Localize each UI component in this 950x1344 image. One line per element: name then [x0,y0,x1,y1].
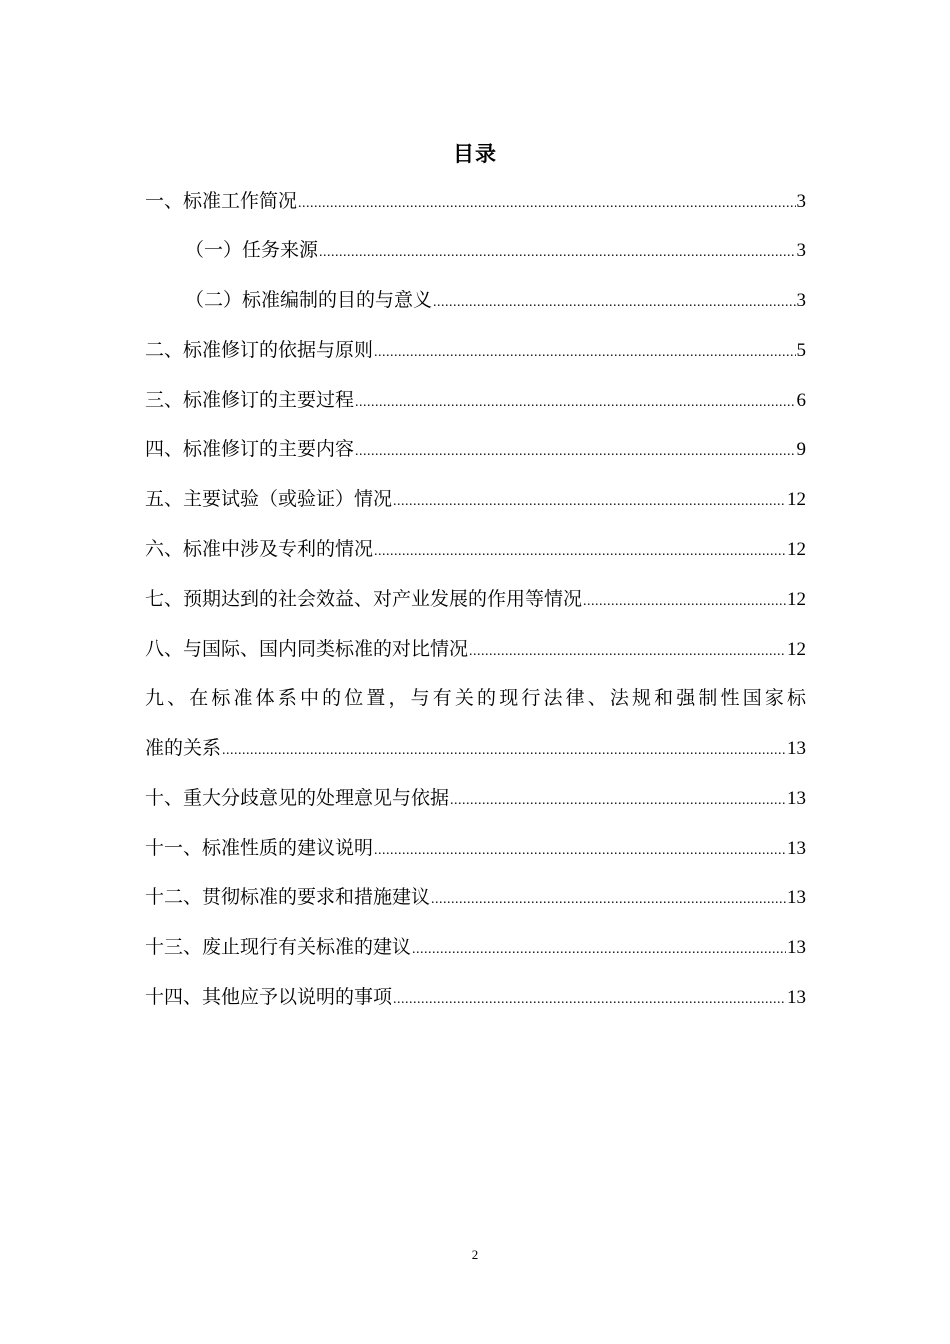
toc-entry-page: 9 [796,439,806,460]
toc-entry-page: 13 [787,738,806,759]
toc-entry-page: 13 [787,937,806,958]
toc-entry-label: 五、主要试验（或验证）情况 [145,489,393,510]
toc-entry[interactable] [145,585,806,615]
leader-dots [298,189,795,219]
toc-entry[interactable] [145,983,806,1013]
leader-dots [222,736,786,766]
toc-entry[interactable] [145,883,806,913]
toc-entry-label: 一、标准工作简况 [145,191,298,212]
toc-entry-label: 十一、标准性质的建议说明 [145,838,374,859]
toc-entry-page: 12 [787,489,806,510]
toc-entry-label: 三、标准修订的主要过程 [145,390,355,411]
toc-entry[interactable] [145,535,806,565]
leader-dots [412,935,786,965]
toc-entry[interactable] [145,933,806,963]
leader-dots [469,637,786,667]
toc-entry[interactable] [145,734,806,764]
toc-entry-label: 十四、其他应予以说明的事项 [145,987,393,1008]
toc-entry-label: （一）任务来源 [185,240,319,261]
toc-entry-label: 四、标准修订的主要内容 [145,439,355,460]
toc-entry-label: 七、预期达到的社会效益、对产业发展的作用等情况 [145,589,583,610]
toc-entry-wrapped-line[interactable]: 九、在标准体系中的位置，与有关的现行法律、法规和强制性国家标 [145,688,806,709]
toc-entry[interactable] [145,784,806,814]
toc-entry-label: 六、标准中涉及专利的情况 [145,539,374,560]
toc-entry-label: 十三、废止现行有关标准的建议 [145,937,412,958]
toc-entry-page: 3 [796,240,806,261]
page-number: 2 [471,1247,479,1262]
toc-entry-label: 二、标准修订的依据与原则 [145,340,374,361]
toc-entry-page: 12 [787,539,806,560]
toc-entry-page: 5 [796,340,806,361]
toc-entry[interactable] [145,834,806,864]
toc-entry-page: 6 [796,390,806,411]
leader-dots [393,487,786,517]
leader-dots [374,338,795,368]
leader-dots [374,836,786,866]
leader-dots [433,288,795,318]
leader-dots [374,537,786,567]
toc-entry-label: 十、重大分歧意见的处理意见与依据 [145,788,450,809]
toc-entry[interactable] [145,635,806,665]
leader-dots [319,238,795,268]
leader-dots [355,437,795,467]
toc-entry[interactable] [145,435,806,465]
toc-entry[interactable] [145,187,806,217]
leader-dots [431,885,786,915]
toc-entry-page: 13 [787,987,806,1008]
toc-title: 目录 [453,142,497,166]
leader-dots [583,587,786,617]
toc-entry[interactable] [185,236,806,266]
toc-entry[interactable] [185,286,806,316]
toc-entry[interactable] [145,336,806,366]
toc-entry[interactable] [145,386,806,416]
toc-entry-label: （二）标准编制的目的与意义 [185,290,433,311]
toc-entry-page: 13 [787,887,806,908]
leader-dots [355,388,795,418]
leader-dots [450,786,786,816]
toc-entry-page: 12 [787,639,806,660]
toc-entry-page: 12 [787,589,806,610]
toc-entry-page: 13 [787,838,806,859]
toc-entry-label: 十二、贯彻标准的要求和措施建议 [145,887,431,908]
toc-entry-page: 3 [796,290,806,311]
toc-entry-label: 准的关系 [145,738,222,759]
toc-entry-label: 八、与国际、国内同类标准的对比情况 [145,639,469,660]
toc-entry-page: 13 [787,788,806,809]
leader-dots [393,985,786,1015]
toc-entry[interactable] [145,485,806,515]
toc-entry-page: 3 [796,191,806,212]
